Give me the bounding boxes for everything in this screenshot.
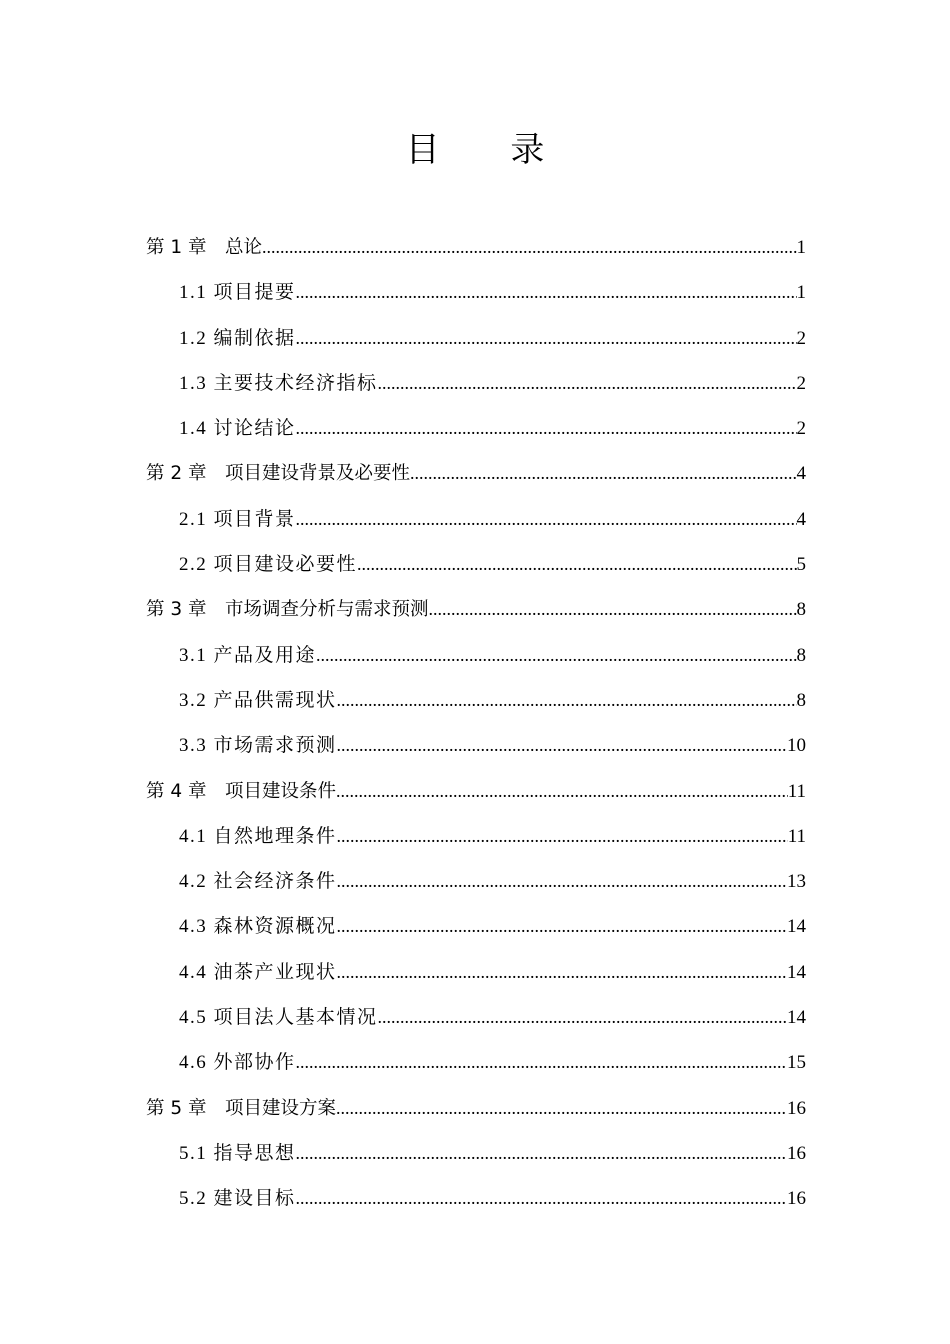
- toc-entry-label: 第 2 章 项目建设背景及必要性: [146, 463, 411, 485]
- toc-dot-leader: [296, 316, 797, 361]
- toc-page-number: 4: [796, 508, 806, 530]
- table-of-contents: [146, 225, 806, 1222]
- toc-dot-leader: [337, 859, 787, 904]
- toc-section-entry[interactable]: [146, 859, 806, 904]
- toc-dot-leader: [296, 270, 797, 315]
- toc-dot-leader: [336, 769, 788, 814]
- toc-entry-label: 3.1 产品及用途: [179, 644, 317, 666]
- toc-dot-leader: [429, 587, 797, 632]
- toc-entry-label: 4.4 油茶产业现状: [179, 961, 337, 983]
- toc-section-entry[interactable]: [146, 1176, 806, 1221]
- toc-page-number: 2: [796, 327, 806, 349]
- toc-page-number: 13: [787, 871, 806, 893]
- toc-chapter-entry[interactable]: [146, 1086, 806, 1131]
- toc-entry-label: 4.5 项目法人基本情况: [179, 1007, 378, 1029]
- toc-entry-label: 4.2 社会经济条件: [179, 871, 337, 893]
- toc-section-entry[interactable]: [146, 270, 806, 315]
- toc-page-number: 2: [796, 418, 806, 440]
- toc-entry-label: 4.3 森林资源概况: [179, 916, 337, 938]
- toc-entry-label: 第 3 章 市场调查分析与需求预测: [146, 599, 429, 621]
- toc-page-number: 14: [787, 961, 806, 983]
- toc-dot-leader: [378, 995, 787, 1040]
- toc-dot-leader: [296, 406, 797, 451]
- toc-section-entry[interactable]: [146, 316, 806, 361]
- toc-entry-label: 第 1 章 总论: [146, 237, 263, 258]
- toc-entry-label: 1.4 讨论结论: [179, 418, 296, 440]
- toc-section-entry[interactable]: [146, 950, 806, 995]
- toc-page-number: 10: [787, 735, 806, 757]
- toc-dot-leader: [378, 361, 797, 406]
- toc-entry-label: 2.2 项目建设必要性: [179, 554, 358, 576]
- toc-page-number: 1: [796, 282, 806, 304]
- toc-section-entry[interactable]: [146, 633, 806, 678]
- toc-section-entry[interactable]: [146, 1040, 806, 1085]
- toc-section-entry[interactable]: [146, 814, 806, 859]
- toc-page-number: 11: [787, 780, 806, 802]
- toc-dot-leader: [296, 1131, 787, 1176]
- toc-page-number: 1: [796, 237, 806, 258]
- toc-page-number: 8: [796, 644, 806, 666]
- toc-page-number: 15: [787, 1052, 806, 1074]
- toc-section-entry[interactable]: [146, 904, 806, 949]
- toc-entry-label: 第 4 章 项目建设条件: [146, 780, 337, 802]
- toc-page-number: 4: [796, 463, 806, 485]
- toc-dot-leader: [337, 814, 788, 859]
- toc-page-number: 14: [787, 1007, 806, 1029]
- toc-page-number: 14: [787, 916, 806, 938]
- toc-section-entry[interactable]: [146, 497, 806, 542]
- toc-page-number: 16: [787, 1097, 806, 1119]
- toc-dot-leader: [296, 1040, 787, 1085]
- toc-chapter-entry[interactable]: [146, 587, 806, 632]
- toc-entry-label: 5.2 建设目标: [179, 1188, 296, 1210]
- toc-chapter-entry[interactable]: [146, 225, 806, 270]
- toc-entry-label: 第 5 章 项目建设方案: [146, 1097, 337, 1119]
- toc-page-number: 16: [787, 1142, 806, 1164]
- toc-section-entry[interactable]: [146, 542, 806, 587]
- toc-entry-label: 5.1 指导思想: [179, 1142, 296, 1164]
- toc-section-entry[interactable]: [146, 1131, 806, 1176]
- toc-section-entry[interactable]: [146, 678, 806, 723]
- toc-entry-label: 3.3 市场需求预测: [179, 735, 337, 757]
- toc-page-number: 2: [796, 372, 806, 394]
- toc-entry-label: 4.6 外部协作: [179, 1052, 296, 1074]
- toc-dot-leader: [410, 451, 796, 496]
- toc-dot-leader: [296, 1176, 787, 1221]
- toc-section-entry[interactable]: [146, 723, 806, 768]
- toc-entry-label: 3.2 产品供需现状: [179, 689, 337, 711]
- toc-entry-label: 4.1 自然地理条件: [179, 825, 337, 847]
- toc-entry-label: 2.1 项目背景: [179, 508, 296, 530]
- toc-entry-label: 1.1 项目提要: [179, 282, 296, 304]
- toc-entry-label: 1.3 主要技术经济指标: [179, 372, 378, 394]
- toc-dot-leader: [262, 225, 796, 270]
- toc-section-entry[interactable]: [146, 361, 806, 406]
- toc-page-number: 8: [796, 599, 806, 621]
- toc-dot-leader: [296, 497, 797, 542]
- toc-dot-leader: [337, 950, 787, 995]
- toc-dot-leader: [337, 904, 787, 949]
- toc-chapter-entry[interactable]: [146, 451, 806, 496]
- toc-dot-leader: [316, 633, 796, 678]
- toc-page-number: 5: [796, 554, 806, 576]
- toc-dot-leader: [337, 678, 797, 723]
- toc-chapter-entry[interactable]: [146, 769, 806, 814]
- toc-dot-leader: [337, 723, 787, 768]
- toc-dot-leader: [357, 542, 796, 587]
- toc-page-number: 8: [796, 689, 806, 711]
- toc-page-number: 16: [787, 1188, 806, 1210]
- toc-section-entry[interactable]: [146, 995, 806, 1040]
- toc-section-entry[interactable]: [146, 406, 806, 451]
- toc-page-number: 11: [787, 825, 806, 847]
- toc-dot-leader: [336, 1086, 787, 1131]
- toc-entry-label: 1.2 编制依据: [179, 327, 296, 349]
- page-title: 目 录: [405, 130, 575, 170]
